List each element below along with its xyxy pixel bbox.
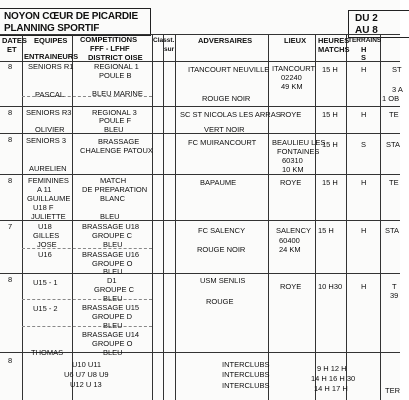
row3-right-1: STA xyxy=(386,140,401,149)
club-title: NOYON CŒUR DE PICARDIE xyxy=(4,11,138,22)
row3-competition: BRASSAGE xyxy=(98,137,140,146)
col-divider xyxy=(268,34,269,400)
col-header-dates: DATES xyxy=(2,36,27,45)
row5-opponent: FC SALENCY xyxy=(198,226,246,235)
row6-opponent-colors: ROUGE xyxy=(206,297,234,306)
row7-right-3: TER xyxy=(385,386,400,395)
row1-coach: PASCAL xyxy=(35,90,65,99)
row4-ground: H xyxy=(361,178,367,187)
row-subdivider xyxy=(22,326,152,327)
row3-time: 15 H xyxy=(322,140,338,149)
col-divider xyxy=(175,34,176,400)
col-divider xyxy=(346,34,347,400)
row1-color: BLEU MARINE xyxy=(92,89,143,98)
row4-team-3: U18 F xyxy=(33,203,54,212)
row7-teams-2: U6 U7 U8 U9 xyxy=(64,370,109,379)
row4-time: 15 H xyxy=(322,178,338,187)
row3-opponent: FC MUIRANCOURT xyxy=(188,138,257,147)
col-header-heures: HEURES xyxy=(318,36,350,45)
row4-competition: MATCH xyxy=(100,176,127,185)
row4-opponent: BAPAUME xyxy=(200,178,237,187)
row7-teams-3: U12 U 13 xyxy=(70,380,102,389)
col-divider xyxy=(315,34,316,400)
row4-color-2: BLEU xyxy=(100,212,120,221)
row7-time-2: 14 H 16 H 30 xyxy=(311,374,356,383)
row3-competition-2: CHALENGE PATOUX xyxy=(80,146,153,155)
row7-opponent-3: INTERCLUBS xyxy=(222,381,270,390)
row3-venue: BEAULIEU LES xyxy=(272,138,326,147)
row7-teams-1: U10 U11 xyxy=(72,360,102,369)
col-header-equipes: EQUIPES xyxy=(34,36,68,45)
col-header-classt: Classt. xyxy=(153,37,175,44)
row4-coach: GUILLAUME xyxy=(27,194,71,203)
row6-right-1: T xyxy=(392,282,397,291)
row7-time-1: 9 H 12 H xyxy=(317,364,347,373)
row6-date: 8 xyxy=(8,275,13,284)
row1-poule: POULE B xyxy=(99,71,132,80)
row-divider xyxy=(0,174,400,175)
row2-time: 15 H xyxy=(322,110,338,119)
col-header-sur: sur xyxy=(164,46,175,53)
col-divider xyxy=(163,34,164,400)
row5-team-2: U16 xyxy=(38,250,52,259)
row5-group-2: GROUPE O xyxy=(92,259,133,268)
row4-right-1: TE xyxy=(389,178,399,187)
row5-competition-2: BRASSAGE U16 xyxy=(82,250,140,259)
col-divider xyxy=(152,34,153,400)
row6-team-2: U15 - 2 xyxy=(33,304,58,313)
row1-time: 15 H xyxy=(322,65,338,74)
row1-postcode: 02240 xyxy=(281,73,302,82)
row6-time: 10 H30 xyxy=(318,282,343,291)
row2-ground: H xyxy=(361,110,367,119)
row4-coach-2: JULIETTE xyxy=(31,212,66,221)
row-divider xyxy=(0,106,400,107)
row2-team: SENIORS R3 xyxy=(26,108,72,117)
row1-right-3: 3 A xyxy=(392,85,403,94)
row6-right-2: 39 xyxy=(390,291,399,300)
row1-venue: ITANCOURT xyxy=(272,64,316,73)
row-divider xyxy=(0,273,400,274)
row4-competition-2: DE PREPARATION xyxy=(82,185,148,194)
row6-opponent: USM SENLIS xyxy=(200,276,246,285)
row5-team: U18 xyxy=(38,222,52,231)
planning-title: PLANNING SPORTIF xyxy=(4,23,100,34)
row5-distance: 24 KM xyxy=(279,245,301,254)
row6-color-2: BLEU xyxy=(103,321,123,330)
row6-competition: D1 xyxy=(107,276,117,285)
row3-team: SENIORS 3 xyxy=(26,136,67,145)
row1-team: SENIORS R1 xyxy=(28,62,74,71)
row2-right-1: TE xyxy=(389,110,399,119)
row3-ground: S xyxy=(361,140,367,149)
row1-opponent: ITANCOURT NEUVILLE xyxy=(188,65,270,74)
row5-color: BLEU xyxy=(103,240,123,249)
row6-group-2: GROUPE D xyxy=(92,312,133,321)
row1-right-4: 1 OB xyxy=(382,94,400,103)
col-divider xyxy=(72,34,73,400)
row6-ground: H xyxy=(361,282,367,291)
date-range-start: DU 2 xyxy=(355,13,378,24)
col-header-h: H xyxy=(361,45,367,54)
row5-right-1: STA xyxy=(385,226,400,235)
col-header-district: DISTRICT OISE xyxy=(88,53,143,62)
row2-opponent: SC ST NICOLAS LES ARRAS xyxy=(180,110,281,119)
row5-opponent-colors: ROUGE NOIR xyxy=(197,245,246,254)
row2-date: 8 xyxy=(8,108,13,117)
row4-team-2: A 11 xyxy=(37,185,52,194)
row2-color: BLEU xyxy=(104,125,124,134)
row5-time: 15 H xyxy=(318,226,334,235)
row2-poule: POULE F xyxy=(99,116,132,125)
col-header-s: S xyxy=(361,53,367,62)
row5-ground: H xyxy=(361,226,367,235)
row1-right-1: ST xyxy=(392,65,402,74)
row6-color: BLEU xyxy=(103,294,123,303)
row5-competition: BRASSAGE U18 xyxy=(82,222,140,231)
row1-ground: H xyxy=(361,65,367,74)
col-header-terrains: TERRAINS xyxy=(348,37,382,44)
row6-team: U15 - 1 xyxy=(33,278,58,287)
col-header-lieux: LIEUX xyxy=(284,36,307,45)
row5-date: 7 xyxy=(8,222,13,231)
row3-coach: AURELIEN xyxy=(29,164,67,173)
row7-date: 8 xyxy=(8,356,13,365)
row7-opponent-2: INTERCLUBS xyxy=(222,370,270,379)
row3-venue-2: FONTAINES xyxy=(277,147,320,156)
row2-opponent-colors: VERT NOIR xyxy=(204,125,245,134)
row6-color-3: BLEU xyxy=(103,348,123,357)
row2-coach: OLIVIER xyxy=(35,125,65,134)
row7-opponent-1: INTERCLUBS xyxy=(222,360,270,369)
row-subdivider xyxy=(22,299,152,300)
row3-date: 8 xyxy=(8,135,13,144)
row-divider xyxy=(0,34,400,35)
row7-time-3: 14 H 17 H xyxy=(314,384,348,393)
col-header-et: ET xyxy=(7,45,17,54)
row5-group: GROUPE C xyxy=(92,231,133,240)
row5-coach: GILLES xyxy=(33,231,60,240)
row2-competition: REGIONAL 3 xyxy=(92,108,137,117)
row5-coach-2: JOSE xyxy=(37,240,57,249)
row1-competition: REGIONAL 1 xyxy=(94,62,139,71)
row2-venue: ROYE xyxy=(280,110,302,119)
row5-venue: SALENCY xyxy=(276,226,312,235)
row4-team: FEMININES xyxy=(28,176,69,185)
row3-postcode: 60310 xyxy=(282,156,303,165)
row4-venue: ROYE xyxy=(280,178,302,187)
date-range-end: AU 8 xyxy=(355,25,378,36)
row1-date: 8 xyxy=(8,62,13,71)
row6-coach: THOMAS xyxy=(31,348,64,357)
col-divider xyxy=(22,34,23,400)
col-header-competitions: COMPETITIONS xyxy=(80,35,138,44)
row3-distance: 10 KM xyxy=(282,165,304,174)
row1-opponent-colors: ROUGE NOIR xyxy=(202,94,251,103)
row4-date: 8 xyxy=(8,176,13,185)
col-divider xyxy=(380,34,381,400)
col-header-matchs: MATCHS xyxy=(318,45,350,54)
row6-venue: ROYE xyxy=(280,282,302,291)
row6-competition-2: BRASSAGE U15 xyxy=(82,303,140,312)
col-header-entraineurs: ENTRAINEURS xyxy=(24,52,79,61)
row5-postcode: 60400 xyxy=(279,236,300,245)
row6-group-3: GROUPE O xyxy=(92,339,133,348)
col-header-fff: FFF - LFHF xyxy=(90,44,130,53)
row4-color: BLANC xyxy=(100,194,126,203)
row6-competition-3: BRASSAGE U14 xyxy=(82,330,140,339)
row6-group: GROUPE C xyxy=(94,285,135,294)
row5-color-2: BLEU xyxy=(103,267,123,276)
row1-distance: 49 KM xyxy=(281,82,303,91)
col-header-adversaires: ADVERSAIRES xyxy=(198,36,253,45)
